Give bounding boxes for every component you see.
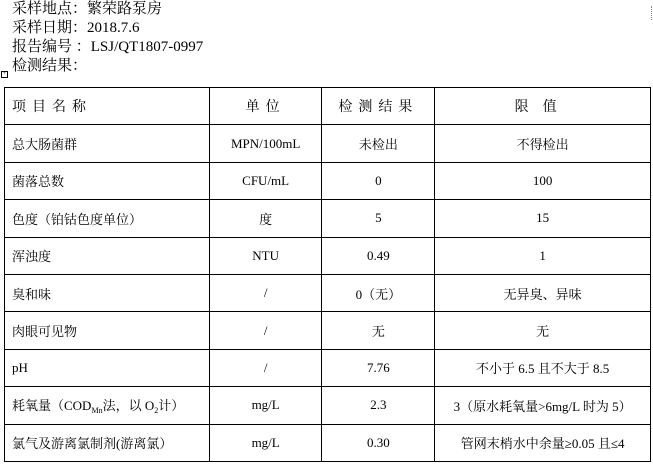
row-unit: MPN/100mL [209,125,322,162]
row-unit: mg/L [209,387,322,424]
table-header-row [5,88,651,125]
sampling-site-line [12,0,203,19]
row-result: 2.3 [322,387,435,424]
row-result: 0 [322,162,435,199]
row-item: 臭和味 [5,274,210,311]
table-row [5,312,651,349]
table-row [5,125,651,162]
row-item: pH [5,349,210,386]
row-unit: / [209,274,322,311]
row-item: 浑浊度 [5,237,210,274]
table-move-handle-icon[interactable]: + [2,71,7,77]
col-header-unit: 单位 [209,88,322,125]
row-limit: 不小于 6.5 且不大于 8.5 [435,349,651,386]
row-limit: 无异臭、异味 [435,274,651,311]
row-item: 氯气及游离氯制剂(游离氯） [5,424,210,461]
row-item: 肉眼可见物 [5,312,210,349]
row-limit: 不得检出 [435,125,651,162]
row-unit: / [209,312,322,349]
row-result: 未检出 [322,125,435,162]
table-row [5,424,651,461]
sampling-date-value: 2018.7.6 [87,20,140,36]
row-item: 色度（铂钴色度单位） [5,200,210,237]
row-unit: CFU/mL [209,162,322,199]
row-unit: 度 [209,200,322,237]
row-item: 总大肠菌群 [5,125,210,162]
col-header-item: 项目名称 [5,88,210,125]
row-result: 无 [322,312,435,349]
sampling-date-label: 采样日期： [12,20,88,36]
report-header [12,0,203,76]
row-result: 0（无） [322,274,435,311]
row-result: 5 [322,200,435,237]
row-limit: 管网末梢水中余量≥0.05 且≤4 [435,424,651,461]
row-limit: 100 [435,162,651,199]
row-limit: 无 [435,312,651,349]
row-result: 7.76 [322,349,435,386]
row-limit: 3（原水耗氧量>6mg/L 时为 5） [435,387,651,424]
col-header-result: 检测结果 [322,88,435,125]
row-result: 0.30 [322,424,435,461]
results-heading: 检测结果： [12,58,88,74]
col-header-limit: 限值 [435,88,651,125]
row-item: 菌落总数 [5,162,210,199]
table-row [5,237,651,274]
row-unit: NTU [209,237,322,274]
row-result: 0.49 [322,237,435,274]
report-number-label: 报告编号 ： [12,39,91,55]
table-row [5,274,651,311]
table-row [5,162,651,199]
table-row [5,349,651,386]
sampling-date-line [12,19,203,38]
row-unit: mg/L [209,424,322,461]
results-table [4,87,651,462]
row-item: 耗氧量（$COD_{Mn}$法，以 $O_2$计） [5,387,210,424]
report-number-line [12,38,203,57]
sampling-site-value: 繁荣路泵房 [87,1,163,17]
row-limit: 15 [435,200,651,237]
report-number-value: LSJ/QT1807-0997 [90,39,204,55]
row-unit: / [209,349,322,386]
table-row [5,387,651,424]
row-limit: 1 [435,237,651,274]
table-row [5,200,651,237]
sampling-site-label: 采样地点： [12,1,88,17]
